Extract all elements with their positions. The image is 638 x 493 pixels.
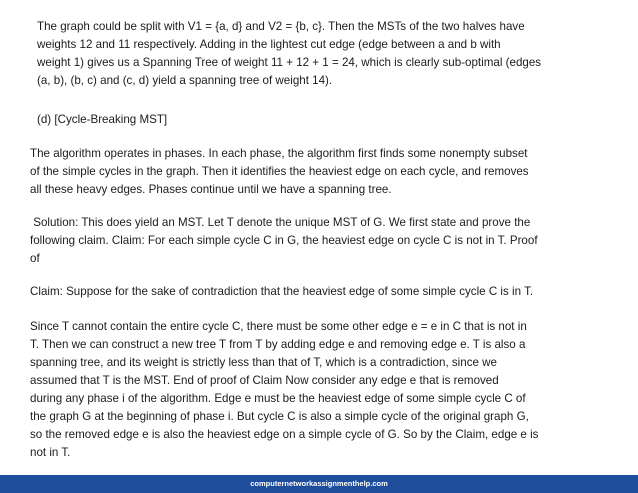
algorithm-line: of the simple cycles in the graph. Then it identifies the heaviest edge on each cycle, and removes: [30, 165, 529, 178]
part-d-heading-text: (d) [Cycle-Breaking MST]: [37, 113, 168, 126]
solution-paragraph: [30, 214, 538, 268]
claim-paragraph: [30, 283, 533, 301]
proof-paragraph: [30, 318, 538, 462]
algorithm-line: The algorithm operates in phases. In each phase, the algorithm first finds some nonempty subset: [30, 147, 528, 160]
proof-line: the graph G at the beginning of phase i. But cycle C is also a simple cycle of the original graph G,: [30, 410, 529, 423]
intro-line: (a, b), (b, c) and (c, d) yield a spanning tree of weight 14).: [37, 74, 333, 87]
intro-line: weights 12 and 11 respectively. Adding in the lightest cut edge (edge between a and b with: [37, 38, 501, 51]
claim-line: Claim: Suppose for the sake of contradiction that the heaviest edge of some simple cycle C is in T.: [30, 285, 534, 298]
proof-line: not in T.: [30, 446, 71, 459]
algorithm-paragraph: [30, 145, 529, 199]
proof-line: T. Then we can construct a new tree T from T by adding edge e and removing edge e. T is also a: [30, 338, 526, 351]
intro-line: weight 1) gives us a Spanning Tree of weight 11 + 12 + 1 = 24, which is clearly sub-optimal (edges: [37, 56, 542, 69]
proof-line: so the removed edge e is also the heaviest edge on a simple cycle of G. So by the Claim, edge e is: [30, 428, 539, 441]
algorithm-line: all these heavy edges. Phases continue until we have a spanning tree.: [30, 183, 392, 196]
footer-bar: [0, 475, 638, 493]
solution-line: Solution: This does yield an MST. Let T denote the unique MST of G. We first state and prove the: [30, 216, 531, 229]
intro-line: The graph could be split with V1 = {a, d} and V2 = {b, c}. Then the MSTs of the two halves have: [37, 20, 525, 33]
intro-paragraph: [37, 18, 541, 90]
proof-line: spanning tree, and its weight is strictly less than that of T, which is a contradiction, since we: [30, 356, 497, 369]
part-d-heading: [37, 111, 167, 129]
proof-line: Since T cannot contain the entire cycle C, there must be some other edge e = e in C that is not in: [30, 320, 527, 333]
proof-line: during any phase i of the algorithm. Edge e must be the heaviest edge of some simple cycle C of: [30, 392, 526, 405]
solution-line: following claim. Claim: For each simple cycle C in G, the heaviest edge on cycle C is not in T. Proof: [30, 234, 538, 247]
footer-website-link[interactable]: computernetworkassignmenthelp.com: [250, 479, 388, 488]
proof-line: assumed that T is the MST. End of proof of Claim Now consider any edge e that is removed: [30, 374, 499, 387]
solution-line: of: [30, 252, 40, 265]
